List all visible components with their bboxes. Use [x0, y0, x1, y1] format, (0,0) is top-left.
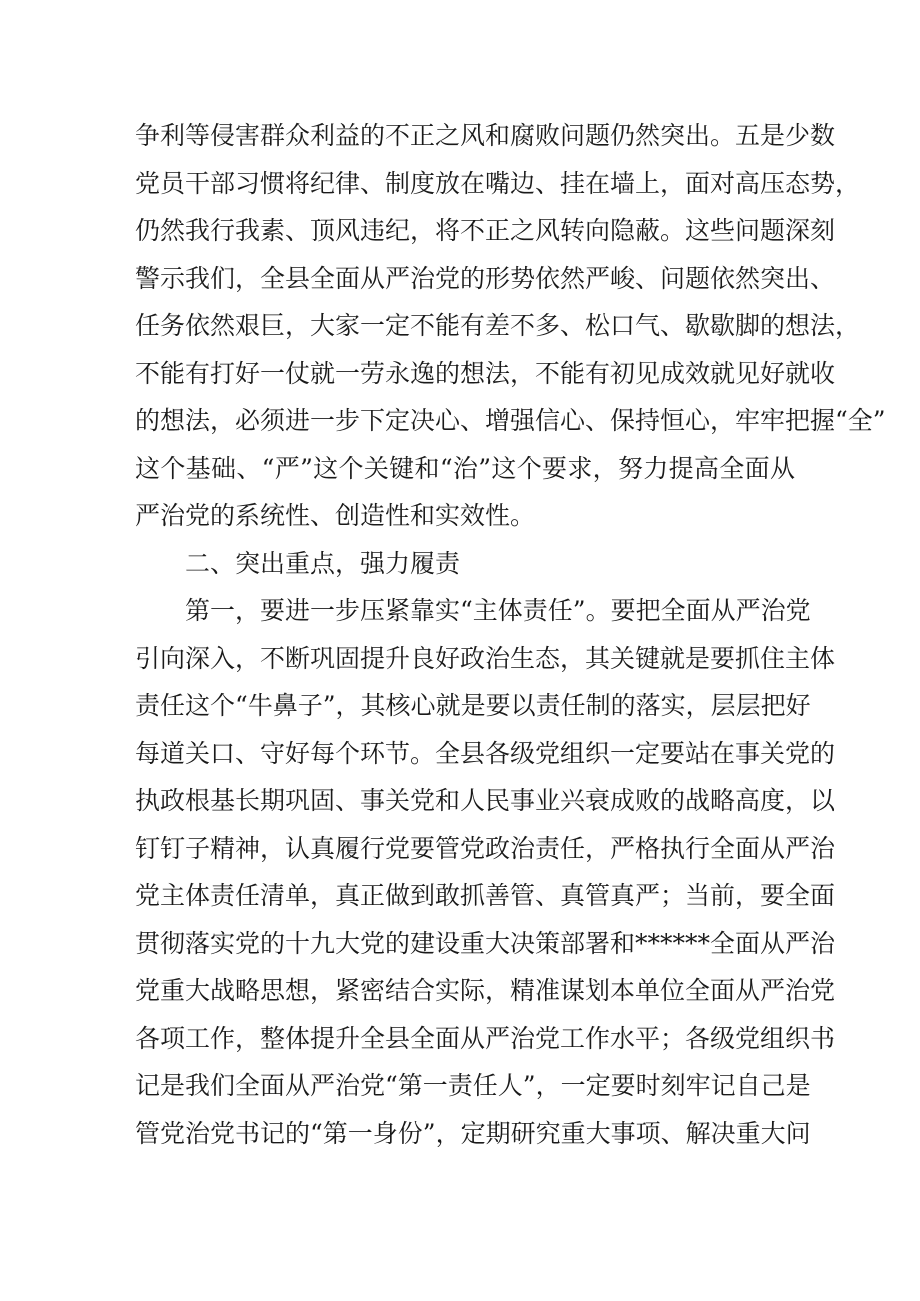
text-line: 争利等侵害群众利益的不正之风和腐败问题仍然突出。五是少数 [135, 121, 836, 150]
text-line: 这个基础、“严”这个关键和“治”这个要求，努力提高全面从 [135, 453, 795, 483]
text-line: 执政根基长期巩固、事关党和人民事业兴衰成败的战略高度，以 [135, 786, 836, 815]
text-line: 各项工作，整体提升全县全面从严治党工作水平；各级党组织书 [135, 1023, 836, 1053]
text-line: 记是我们全面从严治党“第一责任人”，一定要时刻牢记自己是 [135, 1071, 811, 1100]
text-line: 引向深入，不断巩固提升良好政治生态，其关键就是要抓住主体 [135, 643, 836, 673]
text-line: 警示我们，全县全面从严治党的形势依然严峻、问题依然突出、 [135, 263, 836, 293]
text-line: 贯彻落实党的十九大党的建设重大决策部署和******全面从严治 [135, 928, 836, 958]
text-line: 管党治党书记的“第一身份”，定期研究重大事项、解决重大问 [135, 1118, 811, 1148]
text-line: 党主体责任清单，真正做到敢抓善管、真管真严；当前，要全面 [135, 881, 836, 910]
body-text [135, 112, 886, 1157]
text-line: 钉钉子精神，认真履行党要管党政治责任，严格执行全面从严治 [135, 833, 836, 863]
text-line: 责任这个“牛鼻子”，其核心就是要以责任制的落实，层层把好 [135, 691, 811, 720]
section-heading: 二、突出重点，强力履责 [185, 548, 461, 578]
paragraph-first-line: 第一，要进一步压紧靠实“主体责任”。要把全面从严治党 [185, 596, 811, 625]
text-line: 仍然我行我素、顶风违纪，将不正之风转向隐蔽。这些问题深刻 [135, 216, 836, 245]
text-line: 任务依然艰巨，大家一定不能有差不多、松口气、歇歇脚的想法， [135, 311, 861, 340]
text-line: 每道关口、守好每个环节。全县各级党组织一定要站在事关党的 [135, 738, 836, 768]
text-line: 严治党的系统性、创造性和实效性。 [135, 501, 536, 530]
text-line: 不能有打好一仗就一劳永逸的想法，不能有初见成效就见好就收 [135, 358, 836, 388]
text-line: 党重大战略思想，紧密结合实际，精准谋划本单位全面从严治党 [135, 976, 836, 1005]
text-line: 党员干部习惯将纪律、制度放在嘴边、挂在墙上，面对高压态势， [135, 168, 861, 198]
text-line: 的想法，必须进一步下定决心、增强信心、保持恒心，牢牢把握“全” [135, 406, 886, 435]
